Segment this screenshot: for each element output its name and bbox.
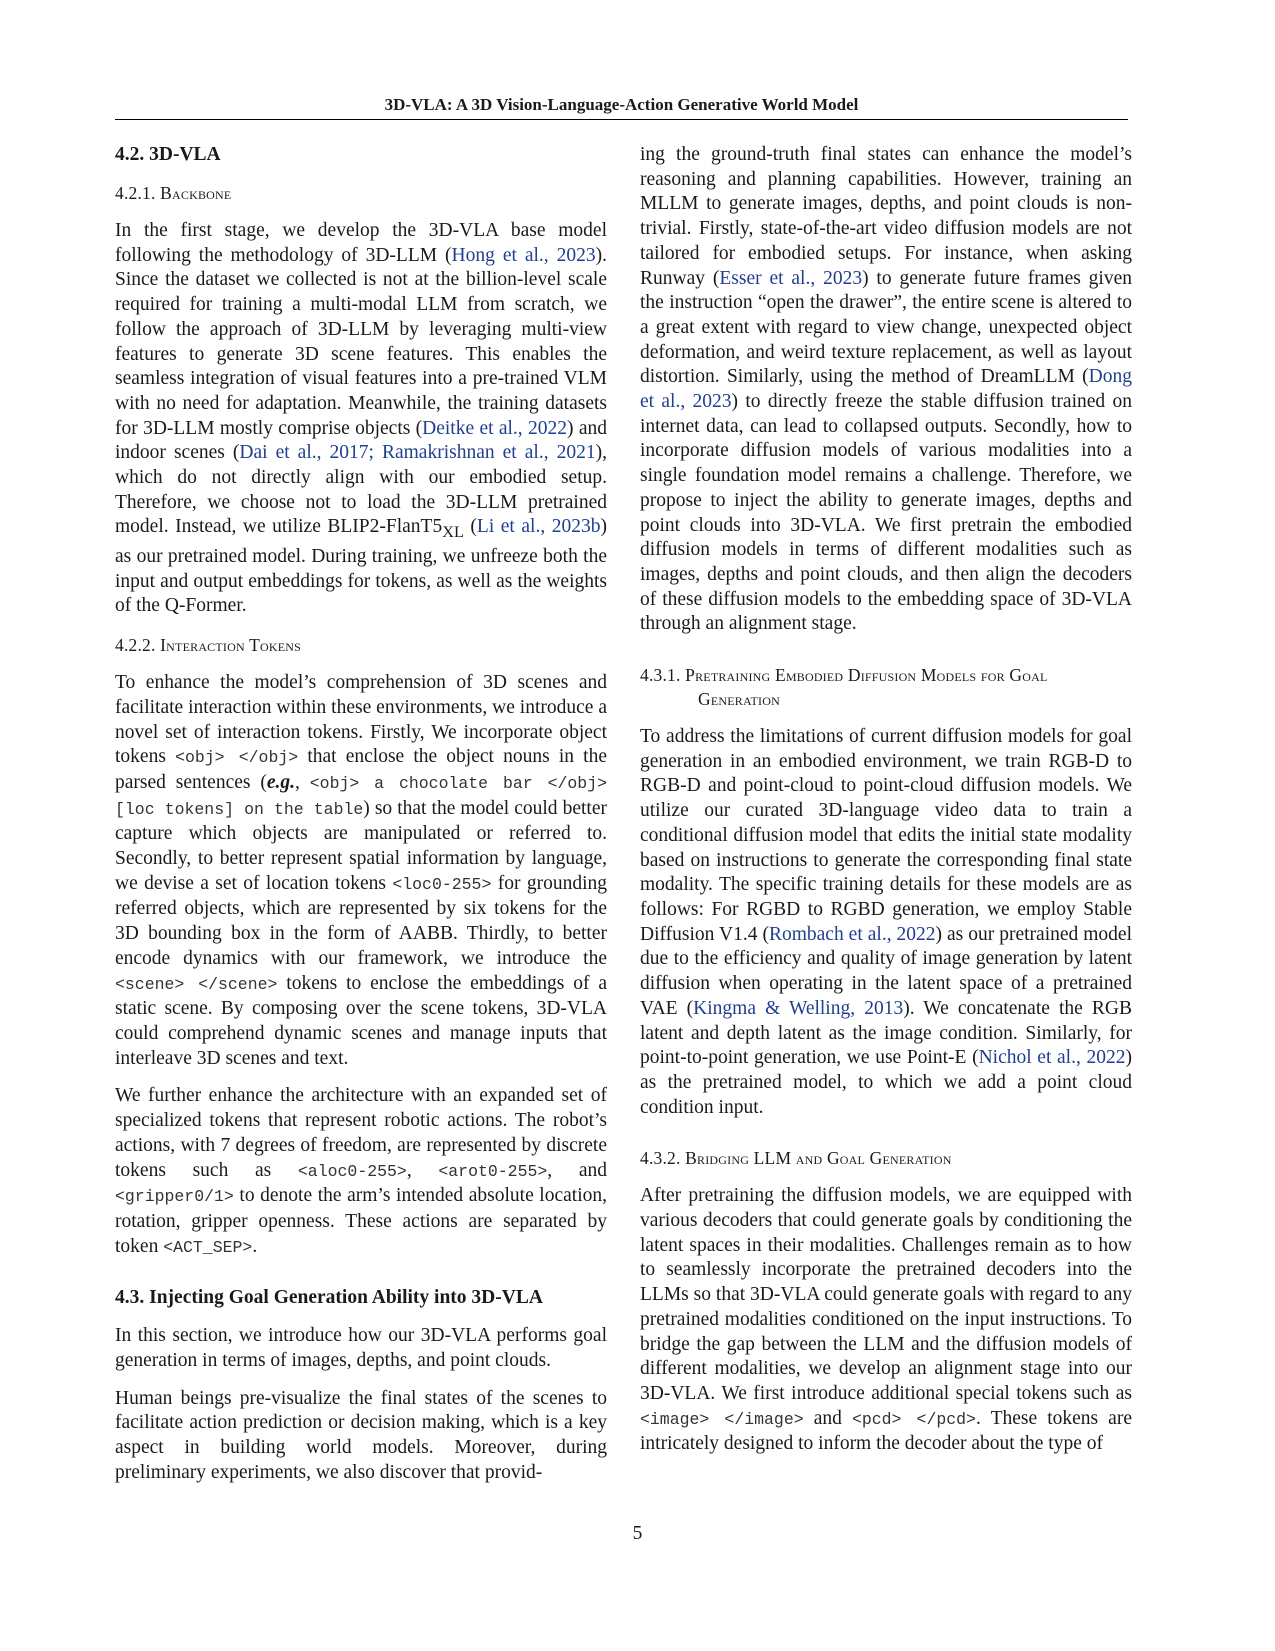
subsection-heading-4-3-2: 4.3.2. Bridging LLM and Goal Generation bbox=[640, 1148, 952, 1169]
paragraph-pre-visualize: Human beings pre-visualize the final states of the scenes to facilitate action prediction or decision making, which is a key aspect in building world models. Moreover, during preliminary experiments, we also discover that provid- bbox=[115, 1387, 607, 1483]
citation-link[interactable]: Hong et al., 2023 bbox=[451, 244, 596, 266]
paragraph-interaction-tokens: To enhance the model’s comprehension of 3D scenes and facilitate interaction within these environments, we introduce a novel set of interaction tokens. Firstly, We incorporate object tokens <obj> </obj> that enclose the object nouns in the parsed sentences (e.g., <obj> a chocolate bar </obj> [loc tokens] on the table) so that the model could better capture which objects are manipulated or referred to. Secondly, to better represent spatial information by language, we devise a set of location tokens <loc0-255> for grounding referred objects, which are represented by six tokens for the 3D bounding box in the form of AABB. Thirdly, to better encode dynamics with our framework, we introduce the <scene> </scene> tokens to enclose the embeddings of a static scene. By composing over the scene tokens, 3D-VLA could comprehend dynamic scenes and manage inputs that interleave 3D scenes and text. bbox=[115, 672, 608, 1069]
citation-link[interactable]: Esser et al., 2023 bbox=[719, 267, 863, 289]
citation-link[interactable]: Nichol et al., 2022 bbox=[978, 1047, 1126, 1069]
paragraph-pretraining-diffusion: To address the limitations of current diffusion models for goal generation in an embodied environment, we train RGB-D to RGB-D and point-cloud to point-cloud diffusion models. We utilize our curated 3D-language video data to train a conditional diffusion model that edits the initial state modality based on instructions to generate the corresponding final state modality. The specific training details for these models are as follows: For RGBD to RGBD generation, we employ Stable Diffusion V1.4 (Rombach et al., 2022) as our pretrained model due to the efficiency and quality of image generation by latent diffusion when operating in the latent space of a pretrained VAE (Kingma & Welling, 2013). We concatenate the RGB latent and depth latent as the image condition. Similarly, for point-to-point generation, we use Point-E (Nichol et al., 2022) as the pretrained model, to which we add a point cloud condition input. bbox=[640, 726, 1133, 1118]
subsection-heading-4-3-1: 4.3.1. Pretraining Embodied Diffusion Models for Goal Generation bbox=[640, 665, 1048, 710]
subsection-heading-4-2-2: 4.2.2. Interaction Tokens bbox=[115, 635, 301, 656]
citation-link[interactable]: Dai et al., 2017; Ramakrishnan et al., 2021 bbox=[239, 442, 596, 464]
right-column bbox=[640, 143, 1132, 1470]
citation-link[interactable]: Deitke et al., 2022 bbox=[422, 417, 568, 439]
left-column bbox=[115, 143, 607, 1499]
section-heading-4-3: 4.3. Injecting Goal Generation Ability into 3D-VLA bbox=[115, 1287, 543, 1309]
page-number: 5 bbox=[632, 1523, 643, 1544]
header-rule bbox=[115, 119, 1128, 120]
paragraph-goal-intro: In this section, we introduce how our 3D-VLA performs goal generation in terms of images, depths, and point clouds. bbox=[115, 1325, 607, 1372]
citation-link[interactable]: Rombach et al., 2022 bbox=[768, 923, 936, 945]
citation-link[interactable]: Kingma & Welling, 2013 bbox=[693, 997, 904, 1019]
section-heading-4-2: 4.2. 3D-VLA bbox=[115, 144, 221, 165]
citation-link[interactable]: Li et al., 2023b bbox=[476, 516, 601, 538]
paragraph-action-tokens: We further enhance the architecture with an expanded set of specialized tokens that represent robotic actions. The robot’s actions, with 7 degrees of freedom, are represented by discrete tokens such as <aloc0-255>, <arot0-255>, and <gripper0/1> to denote the arm’s intended absolute location, rotation, gripper openness. These actions are separated by token <ACT_SEP>. bbox=[115, 1085, 607, 1257]
subsection-heading-4-2-1: 4.2.1. Backbone bbox=[115, 183, 232, 203]
running-title: 3D-VLA: A 3D Vision-Language-Action Generative World Model bbox=[384, 95, 859, 114]
paragraph-bridging: After pretraining the diffusion models, we are equipped with various decoders that could generate goals by conditioning the latent spaces in their modalities. Challenges remain as to how to seamlessly incorporate the pretrained decoders into the LLMs so that 3D-VLA could generate goals with regard to any pretrained modalities conditioned on the input instructions. To bridge the gap between the LLM and the diffusion models of different modalities, we develop an alignment stage into our 3D-VLA. We first introduce additional special tokens such as <image> </image> and <pcd> </pcd>. These tokens are intricately designed to inform the decoder about the type of bbox=[640, 1185, 1132, 1455]
paragraph-backbone: In the first stage, we develop the 3D-VLA base model following the methodology of 3D-LLM (Hong et al., 2023). Since the dataset we collected is not at the billion-level scale required for training a multi-modal LLM from scratch, we follow the approach of 3D-LLM by leveraging multi-view features to generate 3D scene features. This enables the seamless integration of visual features into a pre-trained VLM with no need for adaptation. Meanwhile, the training datasets for 3D-LLM mostly comprise objects (Deitke et al., 2022) and indoor scenes (Dai et al., 2017; Ramakrishnan et al., 2021), which do not directly align with our embodied setup. Therefore, we choose not to load the 3D-LLM pretrained model. Instead, we utilize $BLIP2-FlanT5_{XL}$ (Li et al., 2023b) as our pretrained model. During training, we unfreeze both the input and output embeddings for tokens, as well as the weights of the Q-Former. bbox=[115, 220, 607, 617]
paragraph-goal-generation-challenges: ing the ground-truth final states can enhance the model’s reasoning and planning capabilities. However, training an MLLM to generate images, depths, and point clouds is non-trivial. Firstly, state-of-the-art video diffusion models are not tailored for embodied setups. For instance, when asking Runway (Esser et al., 2023) to generate future frames given the instruction “open the drawer”, the entire scene is altered to a great extent with regard to view change, unexpected object deformation, and weird texture replacement, as well as layout distortion. Similarly, using the method of DreamLLM (Dong et al., 2023) to directly freeze the stable diffusion trained on internet data, can lead to collapsed outputs. Secondly, how to incorporate diffusion models of various modalities into a single foundation model remains a challenge. Therefore, we propose to inject the ability to generate images, depths and point clouds into 3D-VLA. We first pretrain the embodied diffusion models in terms of different modalities such as images, depths and point clouds, and then align the decoders of these diffusion models to the embedding space of 3D-VLA through an alignment stage. bbox=[640, 144, 1132, 635]
citation-link[interactable]: Dong et al., 2023 bbox=[640, 366, 1132, 413]
